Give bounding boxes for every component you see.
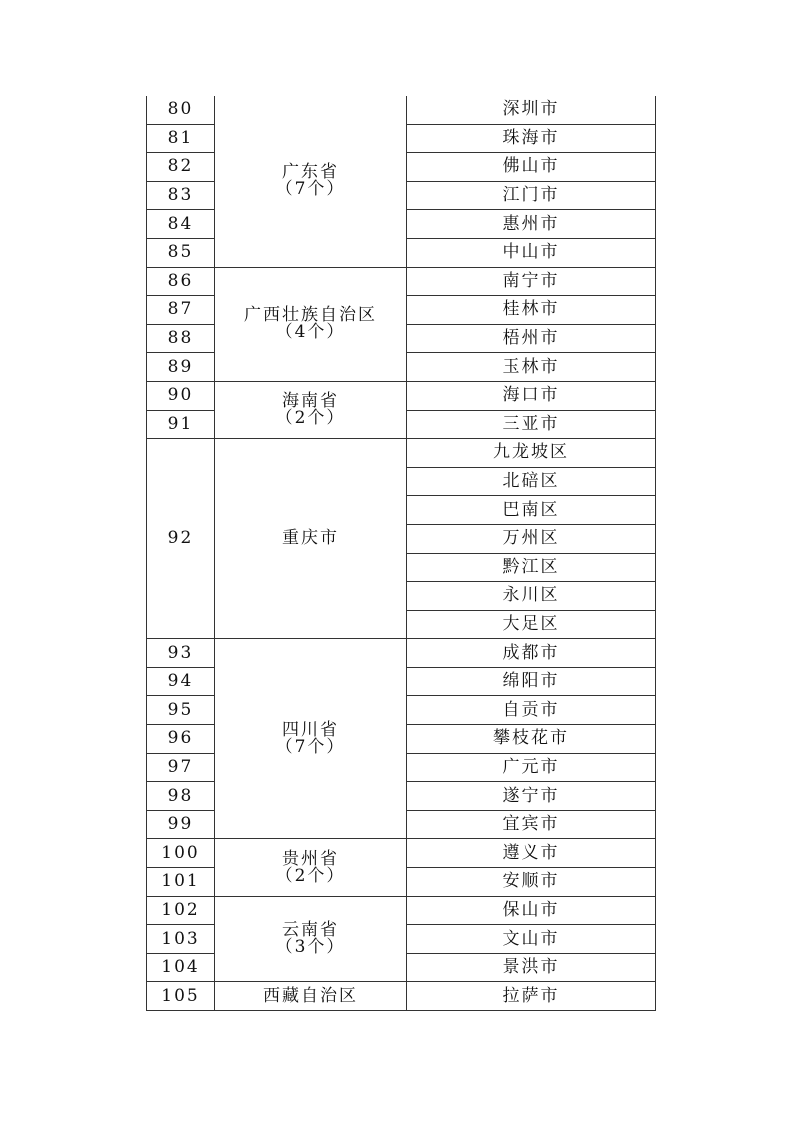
row-number: 92: [147, 439, 215, 639]
province-name: 贵州省: [282, 848, 339, 869]
province-count: （7个）: [275, 736, 346, 757]
row-number: 82: [147, 153, 215, 182]
province-cell: [215, 982, 407, 1011]
province-cell: [215, 439, 407, 639]
table-row: [147, 839, 656, 868]
city-name: 三亚市: [407, 410, 656, 439]
table-row: [147, 439, 656, 468]
city-name: 宜宾市: [407, 810, 656, 839]
row-number: 90: [147, 381, 215, 410]
table-row: [147, 96, 656, 124]
province-cell: [215, 839, 407, 896]
province-name: 重庆市: [282, 528, 339, 549]
province-count: （7个）: [275, 179, 346, 200]
table-row: [147, 896, 656, 925]
table-row: [147, 267, 656, 296]
table-body: [147, 96, 656, 1011]
city-name: 广元市: [407, 753, 656, 782]
row-number: 96: [147, 725, 215, 754]
city-name: 文山市: [407, 925, 656, 954]
province-cell: [215, 896, 407, 982]
province-cell: [215, 381, 407, 438]
city-name: 梧州市: [407, 324, 656, 353]
row-number: 99: [147, 810, 215, 839]
city-name: 遂宁市: [407, 782, 656, 811]
row-number: 88: [147, 324, 215, 353]
row-number: 85: [147, 238, 215, 267]
row-number: 84: [147, 210, 215, 239]
city-name: 南宁市: [407, 267, 656, 296]
row-number: 81: [147, 124, 215, 153]
province-cell: [215, 267, 407, 381]
city-name: 巴南区: [407, 496, 656, 525]
province-name: 广西壮族自治区: [244, 305, 377, 326]
row-number: 105: [147, 982, 215, 1011]
city-name: 玉林市: [407, 353, 656, 382]
city-name: 攀枝花市: [407, 725, 656, 754]
city-name: 惠州市: [407, 210, 656, 239]
city-name: 安顺市: [407, 868, 656, 897]
city-name: 遵义市: [407, 839, 656, 868]
table-row: [147, 639, 656, 668]
row-number: 97: [147, 753, 215, 782]
city-name: 中山市: [407, 238, 656, 267]
row-number: 91: [147, 410, 215, 439]
city-name: 北碚区: [407, 467, 656, 496]
city-name: 深圳市: [407, 96, 656, 124]
city-name: 绵阳市: [407, 667, 656, 696]
row-number: 80: [147, 96, 215, 124]
city-name: 成都市: [407, 639, 656, 668]
row-number: 103: [147, 925, 215, 954]
province-name: 广东省: [282, 162, 339, 183]
city-table: [146, 96, 656, 1011]
city-name: 黔江区: [407, 553, 656, 582]
table-row: [147, 982, 656, 1011]
row-number: 98: [147, 782, 215, 811]
city-name: 大足区: [407, 610, 656, 639]
province-count: （2个）: [275, 865, 346, 886]
city-name: 海口市: [407, 381, 656, 410]
city-name: 万州区: [407, 524, 656, 553]
table-row: [147, 381, 656, 410]
city-name: 江门市: [407, 181, 656, 210]
province-count: （4个）: [275, 322, 346, 343]
city-name: 桂林市: [407, 296, 656, 325]
province-count: （2个）: [275, 408, 346, 429]
row-number: 102: [147, 896, 215, 925]
row-number: 100: [147, 839, 215, 868]
row-number: 95: [147, 696, 215, 725]
province-name: 云南省: [282, 920, 339, 941]
province-count: （3个）: [275, 937, 346, 958]
city-name: 景洪市: [407, 953, 656, 982]
province-cell: [215, 96, 407, 267]
row-number: 87: [147, 296, 215, 325]
province-name: 西藏自治区: [263, 985, 358, 1006]
row-number: 101: [147, 868, 215, 897]
city-name: 自贡市: [407, 696, 656, 725]
row-number: 89: [147, 353, 215, 382]
city-name: 珠海市: [407, 124, 656, 153]
city-name: 永川区: [407, 582, 656, 611]
row-number: 93: [147, 639, 215, 668]
row-number: 94: [147, 667, 215, 696]
province-cell: [215, 639, 407, 839]
row-number: 104: [147, 953, 215, 982]
city-name: 佛山市: [407, 153, 656, 182]
row-number: 83: [147, 181, 215, 210]
province-name: 海南省: [282, 391, 339, 412]
city-name: 九龙坡区: [407, 439, 656, 468]
province-name: 四川省: [282, 719, 339, 740]
row-number: 86: [147, 267, 215, 296]
city-name: 拉萨市: [407, 982, 656, 1011]
city-name: 保山市: [407, 896, 656, 925]
